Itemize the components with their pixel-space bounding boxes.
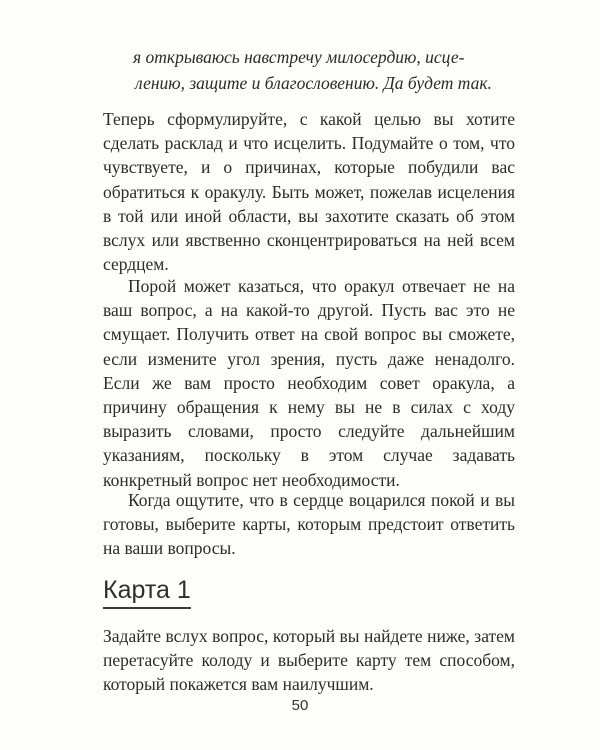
section-paragraph: Задайте вслух вопрос, который вы найдете ниже, затем перетасуйте колоду и выберите карту тем способом, который покажется вам наилучшим. (103, 626, 515, 695)
page-number: 50 (291, 697, 309, 714)
paragraph-3: Когда ощутите, что в сердце воцарился покой и вы готовы, выберите карты, которым предстоит ответить на ваши вопросы. (103, 490, 515, 559)
epigraph-line-2: лению, защите и благословению. Да будет так. (135, 73, 492, 93)
epigraph (133, 44, 513, 96)
section-heading: Карта 1 (103, 576, 191, 604)
epigraph-line-1: я открываюсь навстречу милосердию, исце- (133, 47, 465, 67)
heading-underline (103, 607, 191, 609)
paragraph-1: Теперь сформулируйте, с какой целью вы хотите сделать расклад и что исцелить. Подумайте о том, что чувствуете, и о причинах, которые побудили вас обратиться к оракулу. Быть может, пожелав исцеления в той или иной области, вы захотите сказать об этом вслух или явственно сконцентрироваться на ней всем сердцем. (103, 109, 515, 275)
paragraph-2: Порой может казаться, что оракул отвечает не на ваш вопрос, а на какой-то другой. Пусть вас это не смущает. Получить ответ на свой вопрос вы сможете, если измените угол зрения, пусть даже ненадолго. Если же вам просто необходим совет оракула, а причину обращения к нему вы не в силах с ходу выразить словами, просто следуйте дальнейшим указаниям, поскольку в этом случае задавать конкретный вопрос нет необходимости. (103, 276, 515, 490)
